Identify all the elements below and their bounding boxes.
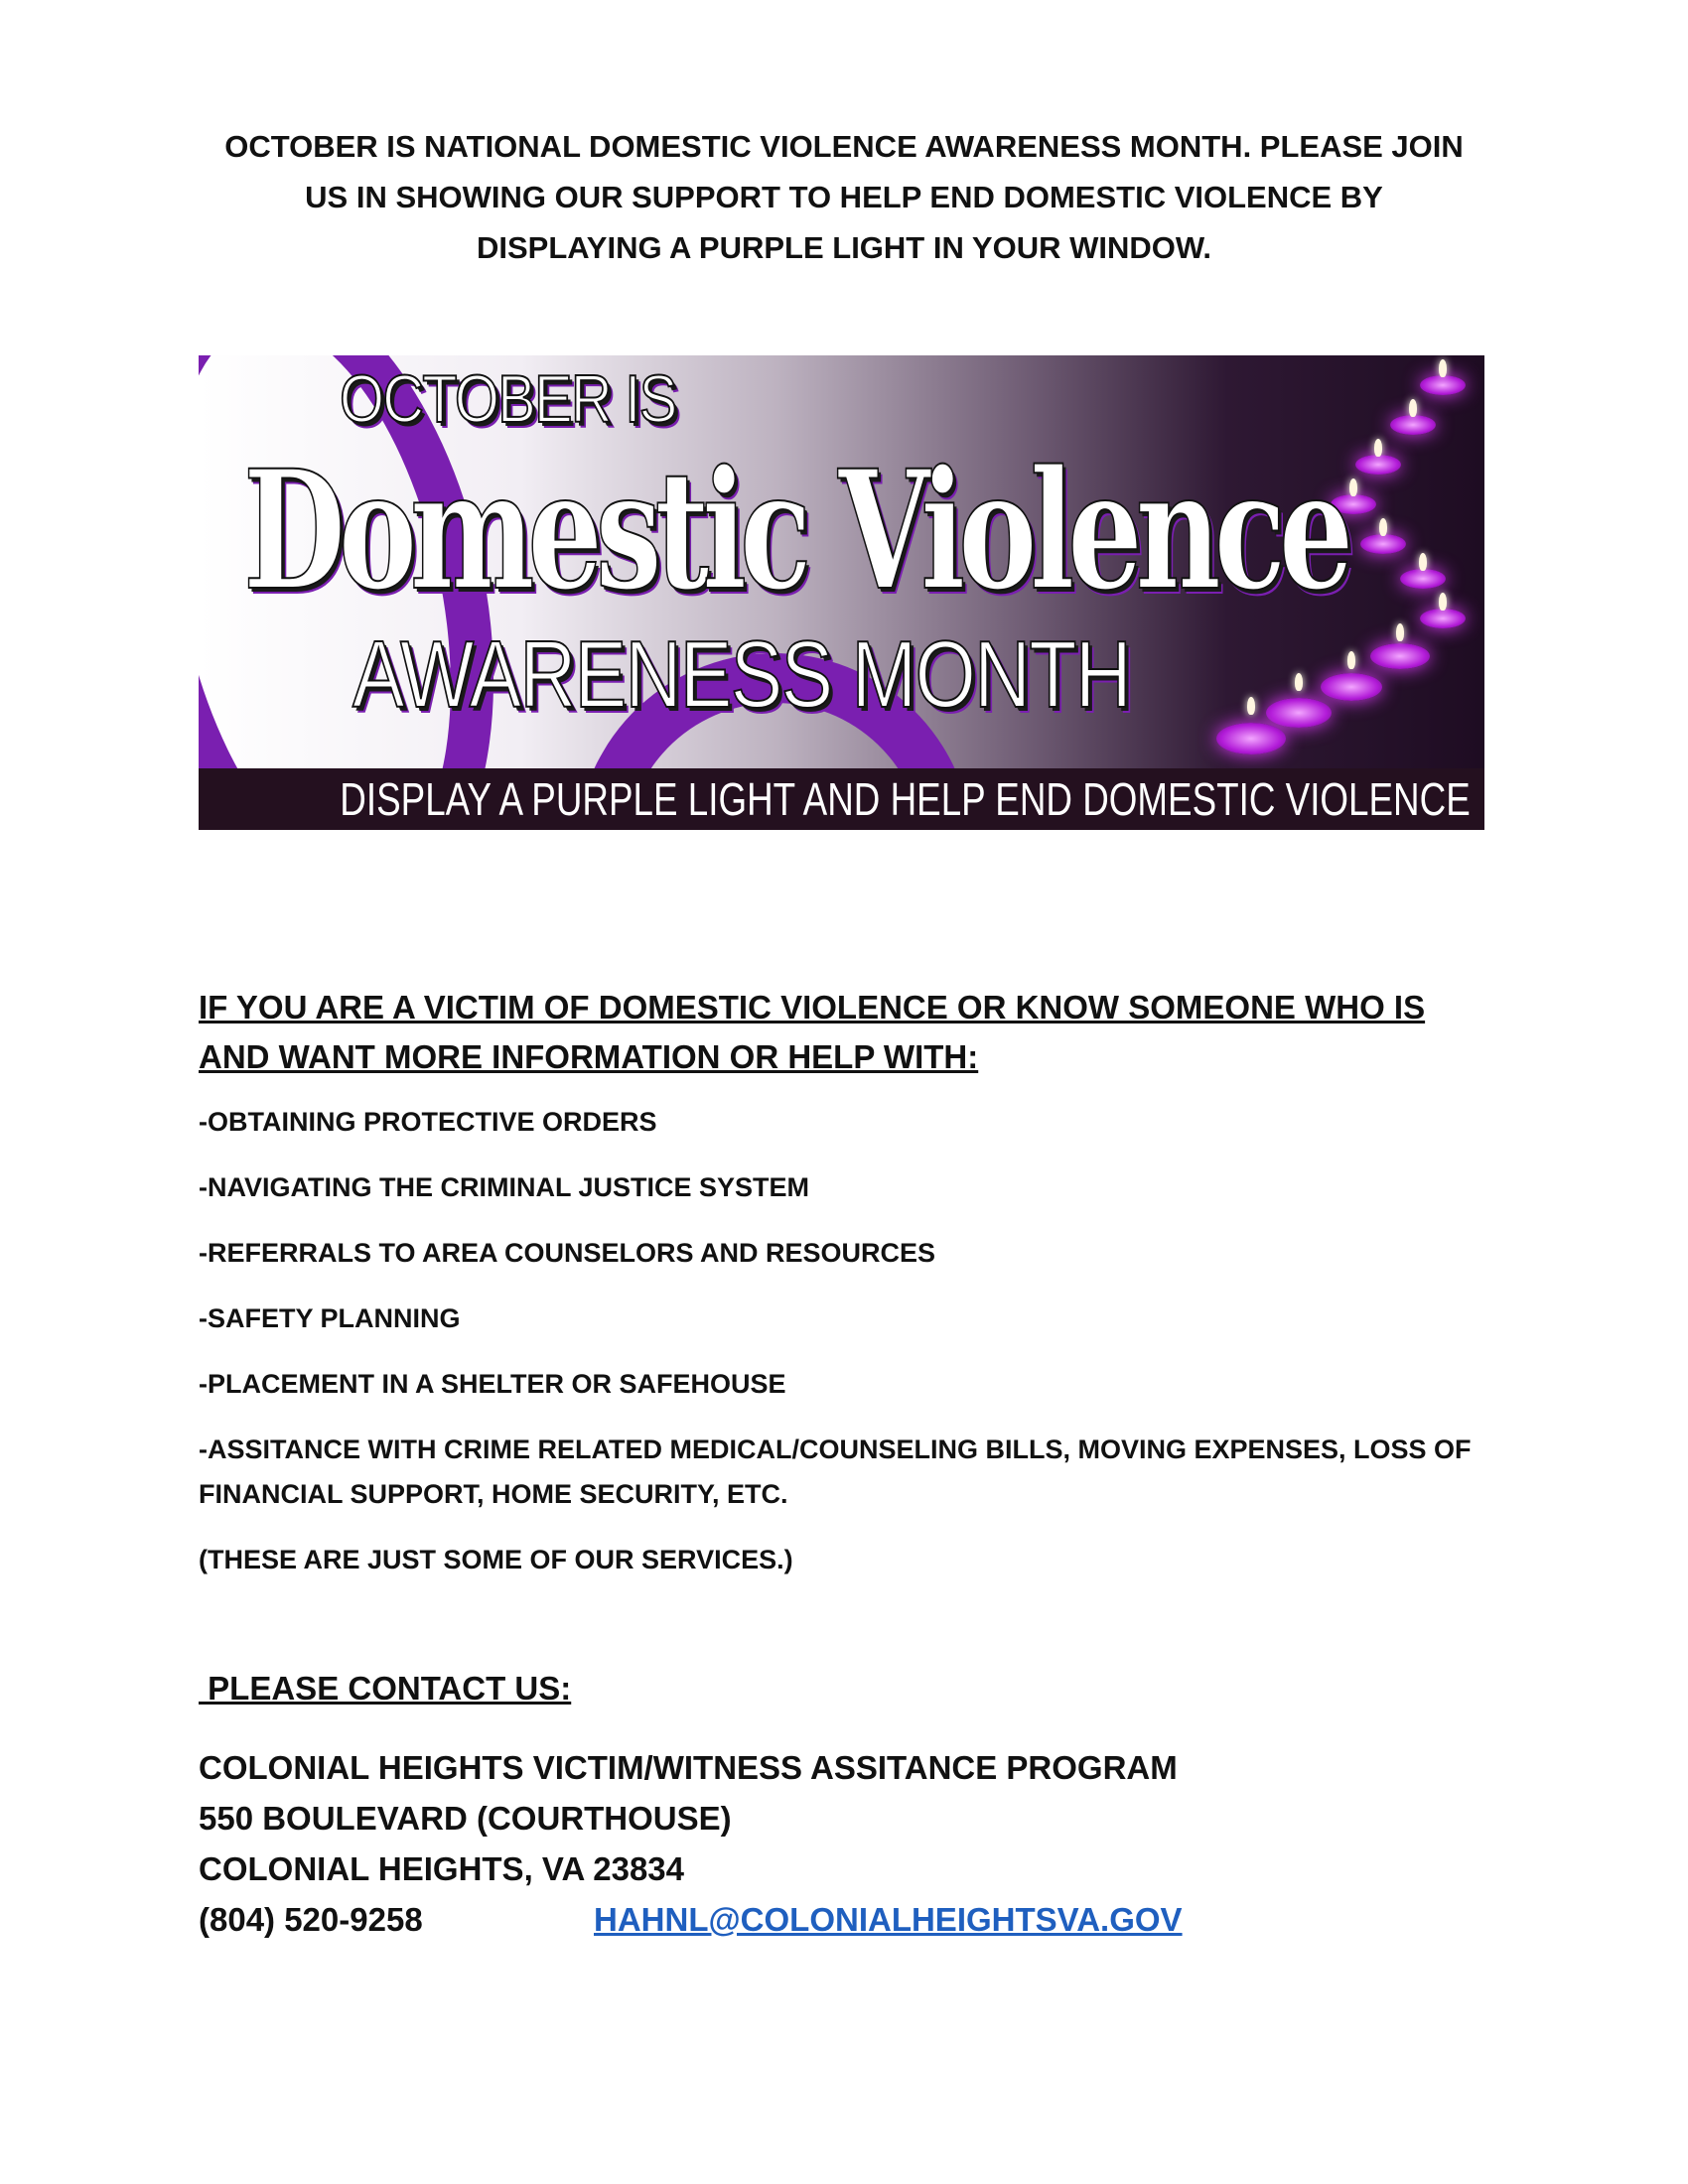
phone-number: (804) 520-9258: [199, 1901, 423, 1938]
banner-line-october: OCTOBER IS: [340, 361, 676, 437]
street-address: 550 BOULEVARD (COURTHOUSE): [199, 1800, 732, 1837]
banner-tagline-bar: [199, 768, 1484, 830]
contact-details: [199, 1742, 1489, 1945]
help-heading: [199, 983, 1489, 1082]
phone-email-row: [199, 1894, 1489, 1945]
email-link[interactable]: HAHNL@COLONIALHEIGHTSVA.GOV: [594, 1901, 1183, 1938]
program-name: COLONIAL HEIGHTS VICTIM/WITNESS ASSITANCE PROGRAM: [199, 1749, 1178, 1786]
intro-text: [179, 121, 1509, 273]
intro-line: US IN SHOWING OUR SUPPORT TO HELP END DOMESTIC VIOLENCE BY: [305, 180, 1383, 214]
help-heading-line: IF YOU ARE A VICTIM OF DOMESTIC VIOLENCE OR KNOW SOMEONE WHO IS: [199, 989, 1426, 1025]
banner-line-awareness-month: AWARENESS MONTH: [352, 621, 1131, 728]
service-item: -PLACEMENT IN A SHELTER OR SAFEHOUSE: [199, 1369, 786, 1399]
help-heading-line: AND WANT MORE INFORMATION OR HELP WITH:: [199, 1038, 979, 1075]
service-item: -NAVIGATING THE CRIMINAL JUSTICE SYSTEM: [199, 1172, 810, 1202]
intro-line: DISPLAYING A PURPLE LIGHT IN YOUR WINDOW.: [476, 230, 1212, 265]
intro-line: OCTOBER IS NATIONAL DOMESTIC VIOLENCE AWARENESS MONTH. PLEASE JOIN: [224, 129, 1464, 164]
services-list: [199, 1100, 1489, 1603]
banner-tagline: DISPLAY A PURPLE LIGHT AND HELP END DOMESTIC VIOLENCE: [340, 773, 1471, 825]
awareness-banner-image: [199, 355, 1484, 830]
city-state-zip: COLONIAL HEIGHTS, VA 23834: [199, 1850, 685, 1887]
service-item: -ASSITANCE WITH CRIME RELATED MEDICAL/COUNSELING BILLS, MOVING EXPENSES, LOSS OF FINANCIAL SUPPORT, HOME SECURITY, ETC.: [199, 1434, 1472, 1509]
services-note: (THESE ARE JUST SOME OF OUR SERVICES.): [199, 1545, 793, 1574]
banner-line-domestic-violence: Domestic Violence: [243, 434, 1347, 626]
contact-heading: PLEASE CONTACT US:: [199, 1670, 572, 1706]
service-item: -REFERRALS TO AREA COUNSELORS AND RESOURCES: [199, 1238, 936, 1268]
service-item: -OBTAINING PROTECTIVE ORDERS: [199, 1107, 657, 1137]
service-item: -SAFETY PLANNING: [199, 1303, 461, 1333]
